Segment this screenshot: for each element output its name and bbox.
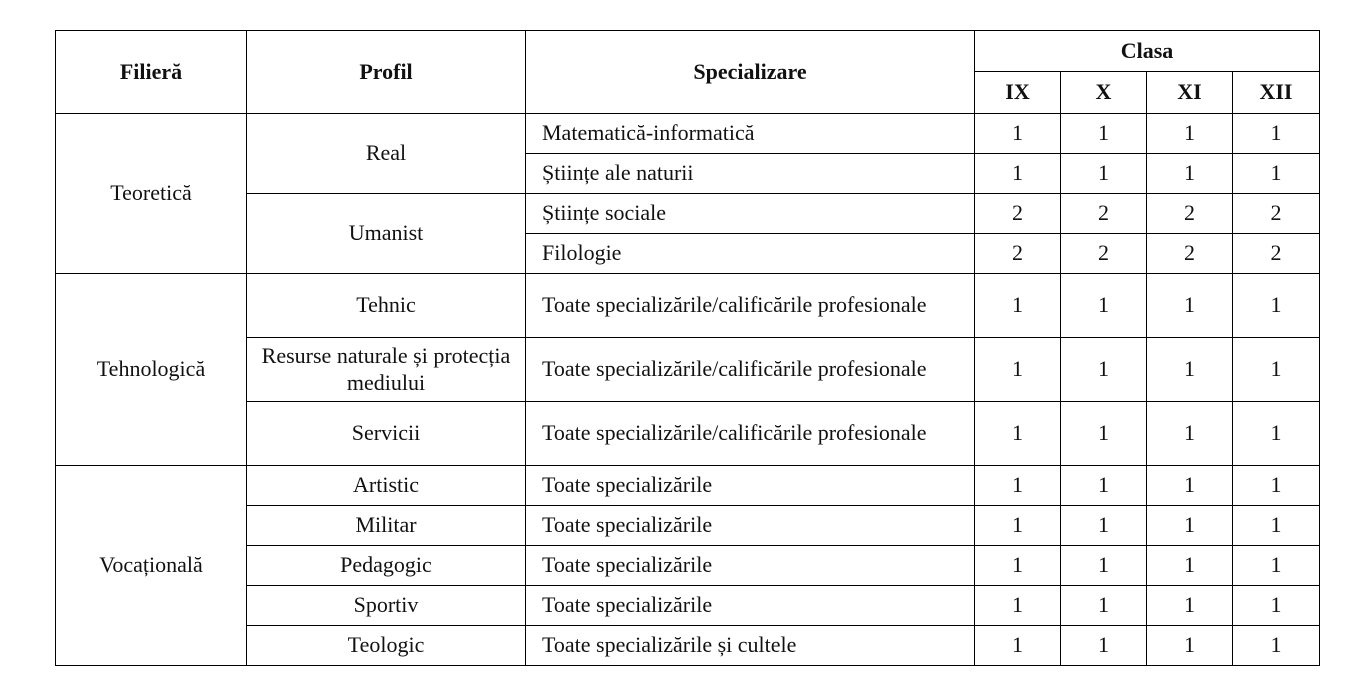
specializare-cell: Științe sociale [526, 194, 975, 234]
filiera-cell: Teoretică [56, 114, 247, 274]
class-value-cell: 1 [1147, 546, 1233, 586]
class-value-cell: 1 [975, 466, 1061, 506]
class-value-cell: 1 [1233, 154, 1320, 194]
profil-cell: Umanist [247, 194, 526, 274]
class-value-cell: 1 [1061, 402, 1147, 466]
class-value-cell: 2 [975, 194, 1061, 234]
class-value-cell: 2 [1147, 234, 1233, 274]
class-value-cell: 1 [975, 154, 1061, 194]
header-class-x: X [1061, 72, 1147, 114]
class-value-cell: 1 [1061, 466, 1147, 506]
specializare-cell: Toate specializările [526, 506, 975, 546]
header-class-ix: IX [975, 72, 1061, 114]
profil-cell: Artistic [247, 466, 526, 506]
filiera-cell: Tehnologică [56, 274, 247, 466]
table-body [56, 114, 1320, 666]
class-value-cell: 2 [1147, 194, 1233, 234]
class-value-cell: 1 [975, 338, 1061, 402]
class-value-cell: 1 [1061, 114, 1147, 154]
specializare-cell: Toate specializările [526, 546, 975, 586]
class-value-cell: 1 [1061, 506, 1147, 546]
profil-cell: Tehnic [247, 274, 526, 338]
header-profil: Profil [247, 31, 526, 114]
class-value-cell: 1 [1147, 586, 1233, 626]
class-value-cell: 1 [1061, 154, 1147, 194]
class-value-cell: 2 [1061, 234, 1147, 274]
class-value-cell: 1 [975, 586, 1061, 626]
specializare-cell: Toate specializările [526, 466, 975, 506]
class-value-cell: 2 [1061, 194, 1147, 234]
class-value-cell: 1 [1061, 626, 1147, 666]
specializare-cell: Toate specializările/calificările profesionale [526, 274, 975, 338]
class-value-cell: 2 [1233, 234, 1320, 274]
specializare-cell: Toate specializările/calificările profesionale [526, 402, 975, 466]
class-value-cell: 1 [1147, 274, 1233, 338]
class-value-cell: 1 [1147, 154, 1233, 194]
class-value-cell: 1 [975, 626, 1061, 666]
class-value-cell: 1 [1233, 402, 1320, 466]
profil-cell: Servicii [247, 402, 526, 466]
class-value-cell: 1 [1061, 338, 1147, 402]
header-specializare: Specializare [526, 31, 975, 114]
class-value-cell: 1 [1233, 626, 1320, 666]
class-value-cell: 1 [1061, 546, 1147, 586]
table-header [56, 31, 1320, 114]
class-value-cell: 1 [1061, 586, 1147, 626]
class-value-cell: 1 [1147, 466, 1233, 506]
curriculum-table [55, 30, 1320, 666]
class-value-cell: 1 [1233, 274, 1320, 338]
profil-cell: Real [247, 114, 526, 194]
class-value-cell: 2 [1233, 194, 1320, 234]
class-value-cell: 1 [975, 274, 1061, 338]
class-value-cell: 1 [1233, 466, 1320, 506]
class-value-cell: 1 [1147, 338, 1233, 402]
class-value-cell: 2 [975, 234, 1061, 274]
header-class-xi: XI [1147, 72, 1233, 114]
profil-cell: Sportiv [247, 586, 526, 626]
class-value-cell: 1 [1147, 506, 1233, 546]
header-clasa: Clasa [975, 31, 1320, 72]
specializare-cell: Științe ale naturii [526, 154, 975, 194]
profil-cell: Resurse naturale și protecția mediului [247, 338, 526, 402]
table-row [56, 114, 1320, 154]
class-value-cell: 1 [1147, 114, 1233, 154]
class-value-cell: 1 [1233, 546, 1320, 586]
class-value-cell: 1 [1147, 626, 1233, 666]
class-value-cell: 1 [1233, 114, 1320, 154]
class-value-cell: 1 [975, 402, 1061, 466]
table-row [56, 466, 1320, 506]
specializare-cell: Matematică-informatică [526, 114, 975, 154]
class-value-cell: 1 [975, 546, 1061, 586]
header-row-top [56, 31, 1320, 72]
specializare-cell: Filologie [526, 234, 975, 274]
class-value-cell: 1 [975, 114, 1061, 154]
profil-cell: Pedagogic [247, 546, 526, 586]
specializare-cell: Toate specializările și cultele [526, 626, 975, 666]
table-row [56, 274, 1320, 338]
specializare-cell: Toate specializările [526, 586, 975, 626]
header-class-xii: XII [1233, 72, 1320, 114]
class-value-cell: 1 [1233, 506, 1320, 546]
class-value-cell: 1 [975, 506, 1061, 546]
filiera-cell: Vocațională [56, 466, 247, 666]
class-value-cell: 1 [1233, 338, 1320, 402]
specializare-cell: Toate specializările/calificările profesionale [526, 338, 975, 402]
class-value-cell: 1 [1233, 586, 1320, 626]
class-value-cell: 1 [1061, 274, 1147, 338]
class-value-cell: 1 [1147, 402, 1233, 466]
profil-cell: Teologic [247, 626, 526, 666]
profil-cell: Militar [247, 506, 526, 546]
header-filiera: Filieră [56, 31, 247, 114]
